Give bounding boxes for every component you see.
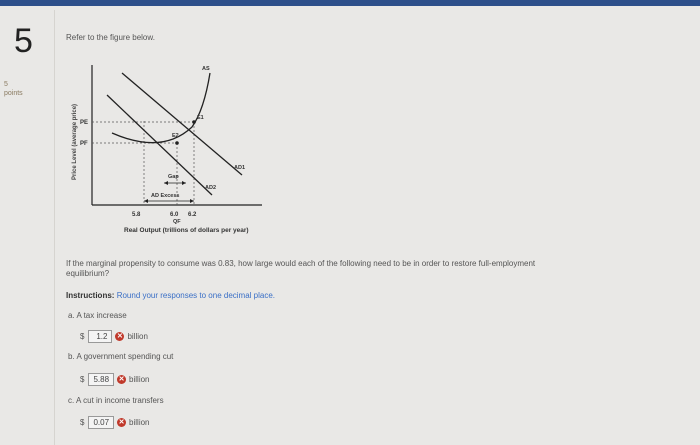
- instructions: [66, 291, 275, 300]
- points-label: points: [4, 90, 23, 97]
- point-e2: [175, 141, 179, 145]
- instructions-label: Instructions:: [66, 291, 115, 300]
- question-text: [66, 259, 535, 279]
- x-axis-label: Real Output (trillions of dollars per year): [124, 227, 249, 234]
- tax-increase-input[interactable]: 1.2: [88, 330, 112, 343]
- currency-symbol: $: [80, 332, 85, 341]
- incorrect-icon: ✕: [117, 333, 123, 340]
- question-prompt: Refer to the figure below.: [66, 33, 155, 42]
- part-c-label: c. A cut in income transfers: [68, 396, 164, 405]
- unit-label: billion: [127, 332, 148, 341]
- label-gap: Gap: [168, 174, 179, 180]
- currency-symbol: $: [80, 418, 85, 427]
- part-b-label: b. A government spending cut: [68, 352, 174, 361]
- tick-pe: PE: [80, 120, 89, 126]
- label-e1: E1: [197, 115, 204, 121]
- ad2-curve: [107, 95, 212, 195]
- part-b-answer: [80, 373, 150, 386]
- income-transfers-cut-input[interactable]: 0.07: [88, 416, 114, 429]
- points-value: 5: [4, 81, 8, 88]
- label-as: AS: [202, 66, 210, 72]
- label-ad1: AD1: [234, 165, 246, 171]
- incorrect-icon: ✕: [118, 419, 125, 426]
- gap-arrow-head-left: [164, 181, 168, 185]
- top-bar: [0, 0, 700, 6]
- tick-pf: PF: [80, 141, 88, 147]
- label-e2: E2: [172, 133, 179, 139]
- question-line-1: If the marginal propensity to consume was 0.83, how large would each of the following need to be in order to restore full-employment: [66, 259, 536, 268]
- question-line-2: equilibrium?: [66, 269, 110, 278]
- part-a-answer: [80, 330, 148, 343]
- instructions-text: Round your responses to one decimal place.: [116, 291, 276, 300]
- ad-as-figure: [62, 55, 272, 245]
- part-c-answer: [80, 416, 150, 429]
- as-curve: [112, 73, 210, 143]
- x-tick-3: 6.2: [188, 212, 197, 218]
- excess-arrow-head-right: [190, 199, 194, 203]
- x-sub-label: QF: [173, 219, 181, 225]
- label-ad2: AD2: [205, 185, 217, 191]
- divider: [54, 10, 55, 445]
- label-ad-excess: AD Excess: [151, 193, 180, 199]
- ad1-curve: [122, 73, 242, 175]
- unit-label: billion: [129, 418, 150, 427]
- currency-symbol: $: [80, 375, 85, 384]
- unit-label: billion: [129, 375, 150, 384]
- gap-arrow-head-right: [182, 181, 186, 185]
- x-tick-1: 5.8: [132, 212, 141, 218]
- part-a-label: a. A tax increase: [68, 311, 127, 320]
- points-info: [4, 80, 23, 98]
- x-tick-2: 6.0: [170, 212, 179, 218]
- government-spending-cut-input[interactable]: 5.88: [88, 373, 114, 386]
- question-number: 5: [14, 22, 33, 60]
- excess-arrow-head-left: [144, 199, 148, 203]
- incorrect-icon: ✕: [118, 376, 125, 383]
- point-e1: [192, 120, 196, 124]
- y-axis-label: Price Level (average price): [72, 103, 78, 180]
